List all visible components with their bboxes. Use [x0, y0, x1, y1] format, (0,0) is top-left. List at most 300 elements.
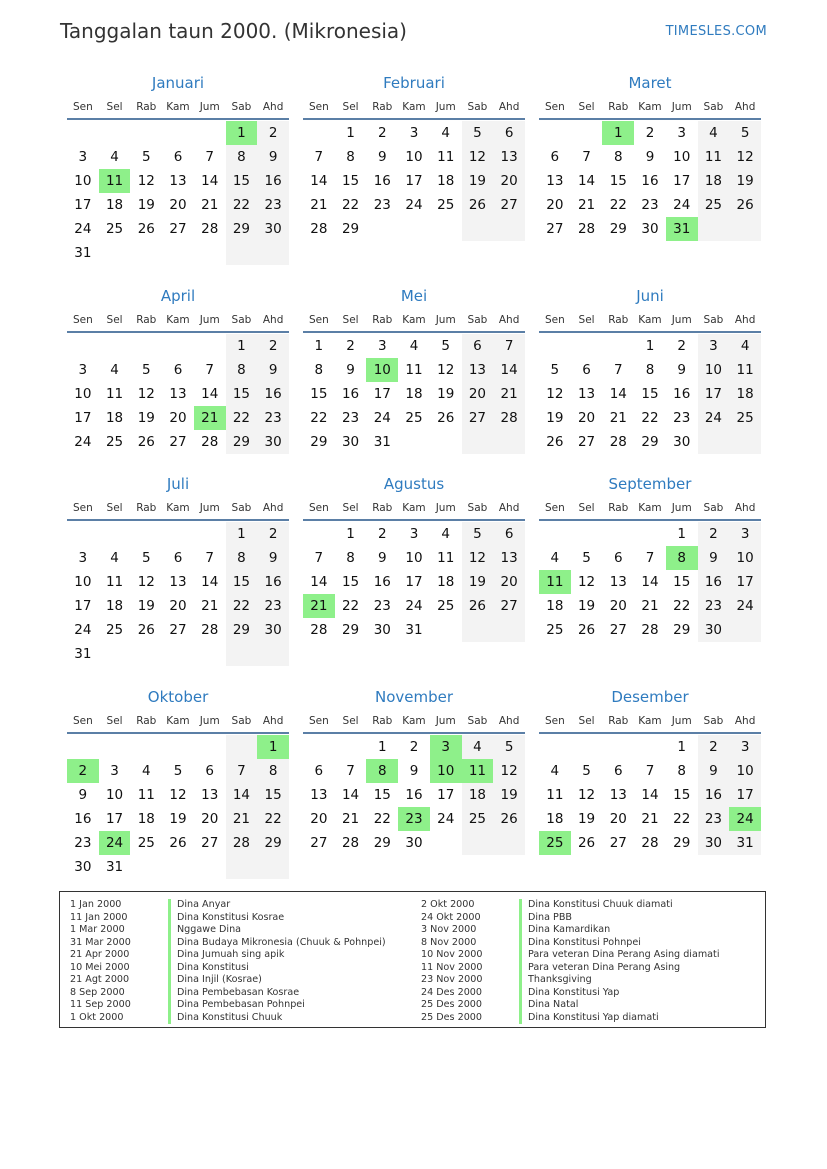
day-cell: 12	[577, 574, 596, 590]
empty-cell	[602, 334, 634, 358]
day-cell: 10	[405, 550, 423, 566]
day-cell: 12	[493, 759, 525, 783]
holiday-legend	[59, 891, 766, 1028]
empty-cell	[430, 217, 462, 241]
day-cell: 21	[609, 410, 627, 426]
empty-cell	[130, 642, 162, 666]
day-cell: 9	[698, 546, 730, 570]
weekday-label: Jum	[199, 502, 220, 514]
day-cell: 21	[493, 382, 525, 406]
day-cell: 17	[405, 574, 423, 590]
day-cell: 22	[341, 197, 360, 213]
weekday-label: Sel	[342, 314, 359, 326]
weekday-label: Sen	[308, 314, 329, 326]
day-cell: 17	[729, 783, 761, 807]
weekday-label: Rab	[608, 715, 629, 727]
day-cell: 19	[493, 783, 525, 807]
day-cell: 13	[169, 574, 187, 590]
day-cell: 18	[729, 382, 761, 406]
day-cell: 24	[373, 410, 391, 426]
legend-holiday-name: Dina Budaya Mikronesia (Chuuk & Pohnpei)	[168, 937, 386, 950]
day-cell: 4	[550, 550, 560, 566]
weekday-label: Sab	[703, 715, 724, 727]
day-cell: 2	[645, 125, 655, 141]
day-cell: 27	[609, 622, 627, 638]
day-cell: 4	[550, 763, 560, 779]
day-cell: 29	[226, 430, 258, 454]
day-cell: 13	[546, 173, 564, 189]
day-cell: 22	[609, 197, 627, 213]
legend-holiday-name: Dina Jumuah sing apik	[168, 949, 284, 962]
legend-row	[421, 1012, 761, 1025]
weekday-label: Sel	[578, 715, 595, 727]
day-cell: 31	[105, 859, 124, 875]
day-cell: 7	[613, 362, 623, 378]
empty-cell	[430, 831, 462, 855]
month-juni	[539, 286, 761, 454]
day-cell: 28	[641, 622, 659, 638]
empty-cell	[462, 217, 494, 241]
empty-cell	[130, 121, 162, 145]
holiday-day: 25	[539, 831, 571, 855]
day-cell: 27	[493, 594, 525, 618]
weekday-label: Ahd	[734, 715, 756, 727]
day-cell: 31	[729, 831, 761, 855]
weekday-label: Kam	[166, 502, 190, 514]
day-cell: 18	[462, 783, 494, 807]
holiday-day: 2	[67, 759, 99, 783]
day-cell: 19	[437, 386, 455, 402]
day-grid	[67, 735, 289, 879]
empty-cell	[226, 642, 258, 666]
day-cell: 20	[609, 811, 627, 827]
day-cell: 29	[341, 221, 360, 237]
day-cell: 22	[673, 598, 691, 614]
month-name: November	[374, 688, 454, 706]
holiday-day: 11	[539, 570, 571, 594]
empty-cell	[634, 735, 666, 759]
weekday-label: Sab	[231, 101, 252, 113]
legend-row	[421, 899, 761, 912]
day-cell: 18	[405, 386, 423, 402]
empty-cell	[194, 855, 226, 879]
month-name: Juli	[166, 475, 190, 493]
day-cell: 7	[205, 149, 214, 165]
day-cell: 15	[341, 173, 360, 189]
day-cell: 28	[577, 221, 596, 237]
day-cell: 26	[137, 221, 155, 237]
empty-cell	[99, 121, 131, 145]
day-cell: 23	[257, 406, 289, 430]
day-cell: 8	[314, 362, 324, 378]
day-cell: 2	[409, 739, 419, 755]
day-cell: 3	[110, 763, 119, 779]
day-cell: 27	[310, 835, 328, 851]
day-cell: 30	[257, 618, 289, 642]
day-cell: 27	[169, 622, 187, 638]
empty-cell	[303, 735, 335, 759]
day-cell: 2	[698, 735, 730, 759]
day-cell: 19	[137, 598, 155, 614]
day-cell: 22	[226, 406, 258, 430]
day-cell: 6	[582, 362, 591, 378]
holiday-day: 10	[430, 759, 462, 783]
day-cell: 10	[74, 574, 92, 590]
weekday-label: Jum	[435, 101, 456, 113]
day-cell: 14	[201, 386, 219, 402]
site-link[interactable]: TIMESLES.COM	[665, 24, 767, 39]
day-cell: 8	[226, 546, 258, 570]
weekday-label: Sab	[467, 314, 488, 326]
legend-date: 1 Mar 2000	[70, 924, 125, 935]
empty-cell	[162, 334, 194, 358]
day-cell: 19	[546, 410, 564, 426]
legend-row	[70, 949, 410, 962]
empty-cell	[194, 334, 226, 358]
day-cell: 6	[613, 550, 623, 566]
day-cell: 19	[137, 410, 155, 426]
weekday-label: Ahd	[498, 502, 520, 514]
day-cell: 14	[201, 574, 219, 590]
day-cell: 28	[641, 835, 659, 851]
legend-date: 21 Apr 2000	[70, 949, 130, 960]
empty-cell	[493, 618, 525, 642]
weekday-label: Rab	[136, 314, 157, 326]
day-cell: 25	[105, 221, 124, 237]
weekday-label: Sen	[72, 314, 93, 326]
day-cell: 10	[729, 759, 761, 783]
day-cell: 22	[373, 811, 391, 827]
day-cell: 11	[729, 358, 761, 382]
empty-cell	[99, 334, 131, 358]
day-cell: 3	[409, 526, 419, 542]
weekday-label: Kam	[166, 101, 190, 113]
weekday-label: Kam	[402, 314, 426, 326]
day-cell: 8	[677, 763, 686, 779]
day-cell: 13	[609, 787, 627, 803]
day-cell: 18	[437, 173, 455, 189]
empty-cell	[493, 831, 525, 855]
day-cell: 11	[405, 362, 423, 378]
weekday-label: Sen	[544, 101, 565, 113]
day-cell: 12	[437, 362, 455, 378]
day-cell: 18	[105, 410, 124, 426]
day-cell: 25	[137, 835, 155, 851]
weekday-label: Sen	[72, 502, 93, 514]
legend-holiday-name: Dina Konstitusi	[168, 962, 249, 975]
empty-cell	[571, 735, 603, 759]
day-cell: 1	[346, 125, 355, 141]
day-grid	[539, 735, 761, 855]
legend-date: 10 Mei 2000	[70, 961, 130, 973]
day-cell: 20	[169, 197, 187, 213]
day-cell: 24	[74, 622, 92, 638]
day-cell: 30	[673, 434, 691, 450]
day-cell: 15	[310, 386, 328, 402]
weekday-header	[67, 497, 289, 521]
day-cell: 15	[609, 173, 627, 189]
day-cell: 6	[613, 763, 623, 779]
day-cell: 17	[437, 787, 455, 803]
month-april	[67, 286, 289, 454]
legend-date: 1 Okt 2000	[70, 1011, 124, 1023]
legend-holiday-name: Dina Konstitusi Kosrae	[168, 912, 284, 925]
day-cell: 18	[546, 811, 564, 827]
empty-cell	[99, 522, 131, 546]
day-cell: 1	[677, 739, 686, 755]
legend-row	[70, 1012, 410, 1025]
weekday-header	[539, 710, 761, 734]
day-cell: 7	[493, 334, 525, 358]
day-cell: 7	[645, 550, 655, 566]
day-cell: 21	[201, 197, 219, 213]
weekday-label: Sen	[72, 101, 93, 113]
day-cell: 3	[698, 334, 730, 358]
legend-row	[421, 924, 761, 937]
day-cell: 7	[205, 362, 214, 378]
day-cell: 28	[201, 434, 219, 450]
day-cell: 4	[110, 362, 119, 378]
empty-cell	[162, 855, 194, 879]
day-cell: 12	[169, 787, 187, 803]
day-cell: 27	[577, 434, 596, 450]
weekday-label: Sen	[544, 502, 565, 514]
day-cell: 21	[641, 598, 659, 614]
empty-cell	[602, 735, 634, 759]
weekday-label: Rab	[608, 502, 629, 514]
day-cell: 9	[78, 787, 88, 803]
day-cell: 7	[645, 763, 655, 779]
day-cell: 2	[377, 526, 387, 542]
day-cell: 25	[462, 807, 494, 831]
day-cell: 11	[546, 787, 564, 803]
day-cell: 12	[462, 145, 494, 169]
day-cell: 4	[462, 735, 494, 759]
empty-cell	[335, 735, 367, 759]
day-cell: 22	[310, 410, 328, 426]
day-cell: 2	[377, 125, 387, 141]
weekday-label: Kam	[402, 715, 426, 727]
weekday-header	[67, 710, 289, 734]
legend-holiday-name: Para veteran Dina Perang Asing diamati	[519, 949, 720, 962]
day-cell: 4	[729, 334, 761, 358]
weekday-label: Sen	[308, 101, 329, 113]
empty-cell	[430, 618, 462, 642]
day-cell: 23	[257, 594, 289, 618]
day-cell: 29	[226, 618, 258, 642]
weekday-label: Sel	[106, 101, 123, 113]
empty-cell	[162, 241, 194, 265]
legend-row	[70, 987, 410, 1000]
weekday-label: Sel	[578, 502, 595, 514]
day-cell: 7	[314, 149, 324, 165]
weekday-label: Jum	[435, 314, 456, 326]
day-cell: 16	[257, 382, 289, 406]
day-cell: 5	[493, 735, 525, 759]
day-cell: 3	[377, 338, 387, 354]
day-cell: 3	[78, 149, 88, 165]
day-cell: 15	[226, 169, 258, 193]
day-cell: 11	[437, 149, 455, 165]
day-cell: 25	[546, 622, 564, 638]
day-cell: 24	[405, 197, 423, 213]
weekday-label: Sel	[106, 502, 123, 514]
month-name: April	[160, 287, 196, 305]
day-cell: 11	[105, 386, 124, 402]
day-cell: 20	[169, 598, 187, 614]
day-cell: 22	[226, 193, 258, 217]
weekday-label: Ahd	[734, 101, 756, 113]
day-cell: 4	[409, 338, 419, 354]
day-cell: 28	[226, 831, 258, 855]
legend-date: 3 Nov 2000	[421, 924, 477, 935]
legend-holiday-name: Dina Anyar	[168, 899, 230, 912]
day-cell: 17	[698, 382, 730, 406]
day-cell: 2	[698, 522, 730, 546]
empty-cell	[67, 522, 99, 546]
day-cell: 20	[577, 410, 596, 426]
legend-holiday-name: Dina Natal	[519, 999, 578, 1012]
month-februari	[303, 73, 525, 241]
day-cell: 9	[257, 546, 289, 570]
day-cell: 20	[493, 169, 525, 193]
day-cell: 1	[226, 334, 258, 358]
day-cell: 1	[377, 739, 387, 755]
day-cell: 12	[729, 145, 761, 169]
day-cell: 24	[729, 594, 761, 618]
day-cell: 29	[226, 217, 258, 241]
day-cell: 15	[226, 382, 258, 406]
weekday-label: Ahd	[734, 502, 756, 514]
day-cell: 30	[74, 859, 92, 875]
day-cell: 19	[729, 169, 761, 193]
day-cell: 17	[74, 410, 92, 426]
day-grid	[303, 334, 525, 454]
day-cell: 10	[405, 149, 423, 165]
empty-cell	[398, 217, 430, 241]
day-cell: 29	[257, 831, 289, 855]
day-cell: 10	[74, 173, 92, 189]
weekday-label: Kam	[166, 715, 190, 727]
legend-row	[421, 949, 761, 962]
day-cell: 23	[257, 193, 289, 217]
weekday-label: Sab	[231, 502, 252, 514]
day-cell: 12	[137, 173, 155, 189]
day-cell: 6	[173, 550, 183, 566]
day-cell: 6	[462, 334, 494, 358]
day-cell: 25	[105, 434, 124, 450]
weekday-label: Rab	[372, 314, 393, 326]
day-cell: 1	[314, 338, 324, 354]
weekday-header	[539, 309, 761, 333]
day-cell: 9	[409, 763, 419, 779]
day-cell: 18	[137, 811, 155, 827]
day-cell: 26	[577, 835, 596, 851]
day-cell: 20	[310, 811, 328, 827]
weekday-label: Ahd	[734, 314, 756, 326]
day-cell: 16	[373, 173, 391, 189]
weekday-label: Rab	[608, 314, 629, 326]
month-name: Juni	[636, 287, 664, 305]
empty-cell	[462, 618, 494, 642]
day-grid	[303, 522, 525, 642]
day-cell: 29	[673, 835, 691, 851]
month-name: September	[608, 475, 692, 493]
legend-date: 24 Des 2000	[421, 986, 483, 998]
day-cell: 8	[226, 145, 258, 169]
holiday-day: 21	[303, 594, 335, 618]
holiday-day: 11	[99, 169, 131, 193]
day-cell: 5	[462, 121, 494, 145]
day-cell: 25	[437, 197, 455, 213]
legend-column-right	[421, 899, 761, 1024]
day-cell: 28	[493, 406, 525, 430]
weekday-label: Kam	[638, 101, 662, 113]
weekday-label: Kam	[166, 314, 190, 326]
day-cell: 21	[577, 197, 596, 213]
weekday-label: Sab	[467, 502, 488, 514]
day-cell: 18	[105, 598, 124, 614]
day-cell: 28	[609, 434, 627, 450]
day-cell: 28	[310, 221, 328, 237]
weekday-label: Sel	[342, 715, 359, 727]
day-cell: 23	[373, 598, 391, 614]
empty-cell	[194, 121, 226, 145]
day-cell: 22	[257, 807, 289, 831]
weekday-label: Sel	[342, 101, 359, 113]
day-cell: 17	[729, 570, 761, 594]
empty-cell	[130, 334, 162, 358]
day-cell: 24	[74, 434, 92, 450]
weekday-label: Sab	[467, 715, 488, 727]
day-cell: 1	[645, 338, 655, 354]
legend-holiday-name: Dina Pembebasan Kosrae	[168, 987, 299, 1000]
legend-date: 25 Des 2000	[421, 1011, 483, 1023]
day-cell: 9	[677, 362, 686, 378]
day-cell: 22	[641, 410, 659, 426]
legend-holiday-name: Dina Konstitusi Yap diamati	[519, 1012, 659, 1025]
day-cell: 3	[729, 735, 761, 759]
empty-cell	[67, 121, 99, 145]
day-cell: 27	[169, 434, 187, 450]
day-cell: 4	[110, 550, 119, 566]
day-cell: 20	[462, 382, 494, 406]
weekday-label: Sen	[544, 314, 565, 326]
legend-holiday-name: Para veteran Dina Perang Asing	[519, 962, 680, 975]
day-grid	[539, 522, 761, 642]
day-cell: 15	[673, 787, 691, 803]
day-cell: 29	[673, 622, 691, 638]
empty-cell	[303, 121, 335, 145]
holiday-day: 8	[666, 546, 698, 570]
day-cell: 14	[609, 386, 627, 402]
page-title: Tanggalan taun 2000. (Mikronesia)	[60, 19, 407, 43]
day-cell: 28	[201, 221, 219, 237]
day-cell: 9	[257, 358, 289, 382]
day-cell: 6	[173, 149, 183, 165]
day-cell: 19	[462, 169, 494, 193]
day-cell: 29	[373, 835, 391, 851]
day-cell: 26	[493, 807, 525, 831]
empty-cell	[67, 334, 99, 358]
empty-cell	[698, 217, 730, 241]
legend-row	[70, 937, 410, 950]
weekday-header	[303, 96, 525, 120]
day-cell: 14	[641, 787, 659, 803]
day-cell: 14	[493, 358, 525, 382]
legend-date: 8 Sep 2000	[70, 986, 125, 998]
legend-row	[421, 999, 761, 1012]
